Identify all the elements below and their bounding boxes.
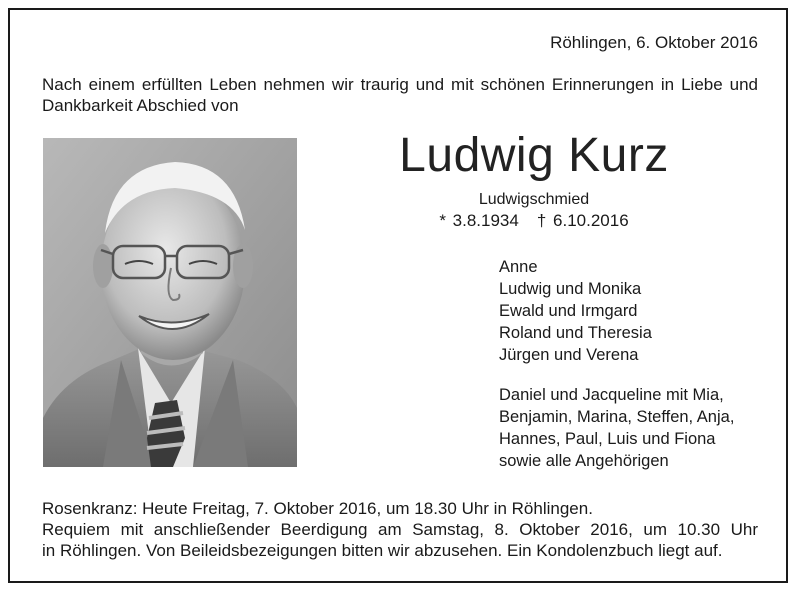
deceased-name: Ludwig Kurz [399, 129, 669, 182]
rosary-line: Rosenkranz: Heute Freitag, 7. Oktober 2016, um 18.30 Uhr in Röhlingen. [42, 499, 593, 518]
life-dates [310, 210, 758, 232]
mourners-list [499, 256, 734, 472]
requiem-line: Requiem mit anschließender Beerdigung am Samstag, 8. Oktober 2016, um 10.30 Uhr [42, 520, 758, 539]
intro-text: Nach einem erfüllten Leben nehmen wir traurig und mit schönen Erinnerungen in Liebe und Dankbarkeit Abschied von [42, 75, 758, 115]
grandchildren-line: Hannes, Paul, Luis und Fiona [499, 430, 716, 448]
birth-date: * 3.8.1934 [439, 211, 519, 230]
mourner-line: Jürgen und Verena [499, 346, 639, 364]
mourner-line: Ewald und Irmgard [499, 302, 638, 320]
service-details [42, 498, 758, 561]
place-date: Röhlingen, 6. Oktober 2016 [550, 33, 758, 52]
grandchildren-line: sowie alle Angehörigen [499, 452, 669, 470]
grandchildren-line: Daniel und Jacqueline mit Mia, [499, 386, 724, 404]
grandchildren-line: Benjamin, Marina, Steffen, Anja, [499, 408, 735, 426]
condolence-line: in Röhlingen. Von Beileidsbezeigungen bitten wir abzusehen. Ein Kondolenzbuch liegt auf. [42, 541, 723, 560]
mourner-gap [499, 366, 734, 384]
mourner-line: Ludwig und Monika [499, 280, 642, 298]
death-date: † 6.10.2016 [536, 211, 629, 230]
mourner-line: Anne [499, 258, 538, 276]
mourner-line: Roland und Theresia [499, 324, 652, 342]
portrait-photo [43, 138, 297, 467]
deceased-nickname: Ludwigschmied [478, 191, 590, 208]
